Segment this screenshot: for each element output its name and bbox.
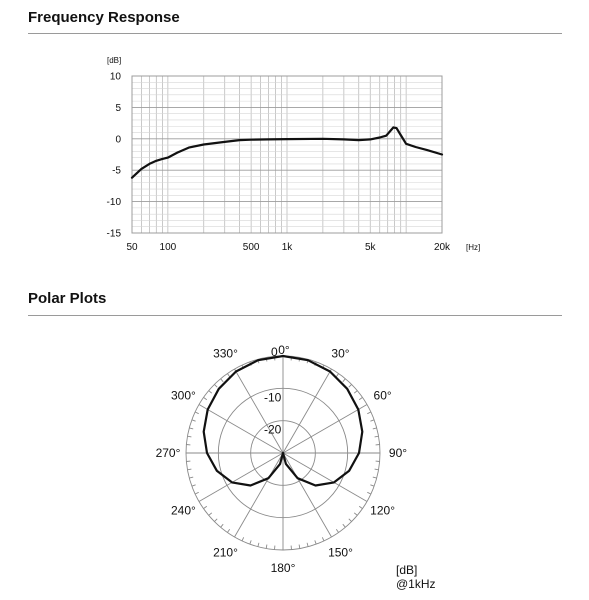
polar-degree-tick bbox=[209, 391, 212, 394]
polar-ring-label: -10 bbox=[264, 390, 282, 405]
polar-degree-tick bbox=[189, 477, 193, 478]
polar-frequency-label: @1kHz bbox=[396, 577, 436, 591]
y-tick-label: -5 bbox=[112, 165, 121, 177]
polar-degree-tick bbox=[221, 524, 224, 527]
y-tick-label: -15 bbox=[106, 228, 121, 240]
polar-degree-tick bbox=[359, 506, 362, 508]
polar-degree-tick bbox=[375, 469, 379, 470]
polar-spoke bbox=[283, 405, 367, 454]
polar-degree-tick bbox=[188, 469, 192, 470]
y-tick-label: 5 bbox=[115, 102, 121, 114]
polar-spoke bbox=[283, 369, 332, 453]
polar-angle-label: 0° bbox=[278, 343, 290, 357]
polar-degree-tick bbox=[307, 543, 308, 547]
polar-degree-tick bbox=[195, 492, 199, 494]
x-tick-label: 50 bbox=[126, 242, 138, 253]
polar-degree-tick bbox=[204, 397, 207, 399]
polar-degree-tick bbox=[370, 420, 374, 421]
polar-degree-tick bbox=[214, 519, 217, 522]
polar-angle-label: 60° bbox=[373, 388, 392, 403]
polar-degree-tick bbox=[189, 428, 193, 429]
y-tick-label: 0 bbox=[115, 134, 121, 146]
x-tick-label: 500 bbox=[242, 242, 260, 253]
y-unit-label: [dB] bbox=[107, 56, 122, 65]
polar-degree-tick bbox=[343, 524, 346, 527]
polar-degree-tick bbox=[214, 384, 217, 387]
polar-degree-tick bbox=[349, 384, 352, 387]
polar-degree-tick bbox=[242, 537, 244, 541]
polar-angle-label: 180° bbox=[270, 561, 296, 575]
polar-angle-label: 90° bbox=[388, 446, 408, 460]
polar-degree-tick bbox=[227, 529, 229, 532]
polar-degree-tick bbox=[349, 519, 352, 522]
polar-degree-tick bbox=[359, 397, 362, 399]
polar-ring-label: 0 bbox=[271, 345, 278, 359]
polar-degree-tick bbox=[221, 379, 224, 382]
polar-degree-tick bbox=[336, 374, 338, 377]
polar-degree-tick bbox=[336, 529, 338, 532]
polar-degree-tick bbox=[370, 485, 374, 486]
x-tick-label: 5k bbox=[364, 242, 376, 253]
polar-degree-tick bbox=[266, 545, 267, 549]
polar-degree-tick bbox=[375, 436, 379, 437]
polar-degree-tick bbox=[367, 412, 371, 414]
y-tick-label: -10 bbox=[106, 197, 121, 209]
polar-angle-label: 210° bbox=[213, 545, 238, 560]
polar-degree-tick bbox=[204, 506, 207, 508]
polar-degree-tick bbox=[373, 428, 377, 429]
polar-angle-label: 300° bbox=[170, 388, 196, 403]
y-tick-label: 10 bbox=[109, 71, 121, 83]
polar-angle-label: 330° bbox=[213, 346, 238, 361]
polar-degree-tick bbox=[195, 412, 199, 414]
polar-plots-title: Polar Plots bbox=[28, 290, 107, 307]
polar-ring-label: -20 bbox=[264, 422, 282, 437]
polar-degree-tick bbox=[258, 543, 259, 547]
polar-degree-tick bbox=[299, 545, 300, 549]
polar-angle-label: 150° bbox=[328, 545, 353, 560]
polar-degree-tick bbox=[315, 540, 316, 544]
polar-degree-tick bbox=[343, 379, 346, 382]
polar-degree-tick bbox=[322, 537, 324, 541]
polar-degree-tick bbox=[192, 485, 196, 486]
polar-degree-tick bbox=[367, 492, 371, 494]
polar-angle-label: 270° bbox=[155, 446, 181, 460]
polar-angle-label: 120° bbox=[370, 503, 396, 518]
polar-degree-tick bbox=[373, 477, 377, 478]
polar-degree-tick bbox=[354, 391, 357, 394]
x-tick-label: 100 bbox=[159, 242, 177, 253]
polar-degree-tick bbox=[250, 540, 251, 544]
x-unit-label: [Hz] bbox=[466, 243, 481, 252]
x-tick-label: 1k bbox=[281, 242, 293, 253]
polar-degree-tick bbox=[354, 513, 357, 516]
polar-degree-tick bbox=[188, 436, 192, 437]
frequency-response-title: Frequency Response bbox=[28, 9, 180, 26]
polar-degree-tick bbox=[209, 513, 212, 516]
polar-degree-tick bbox=[192, 420, 196, 421]
polar-spoke bbox=[235, 453, 284, 537]
polar-degree-tick bbox=[227, 374, 229, 377]
polar-spoke bbox=[235, 369, 284, 453]
polar-unit-label: [dB] bbox=[396, 563, 418, 577]
polar-spoke bbox=[283, 453, 332, 537]
polar-angle-label: 240° bbox=[170, 503, 196, 518]
polar-angle-label: 30° bbox=[331, 346, 350, 361]
x-tick-label: 20k bbox=[433, 242, 451, 253]
